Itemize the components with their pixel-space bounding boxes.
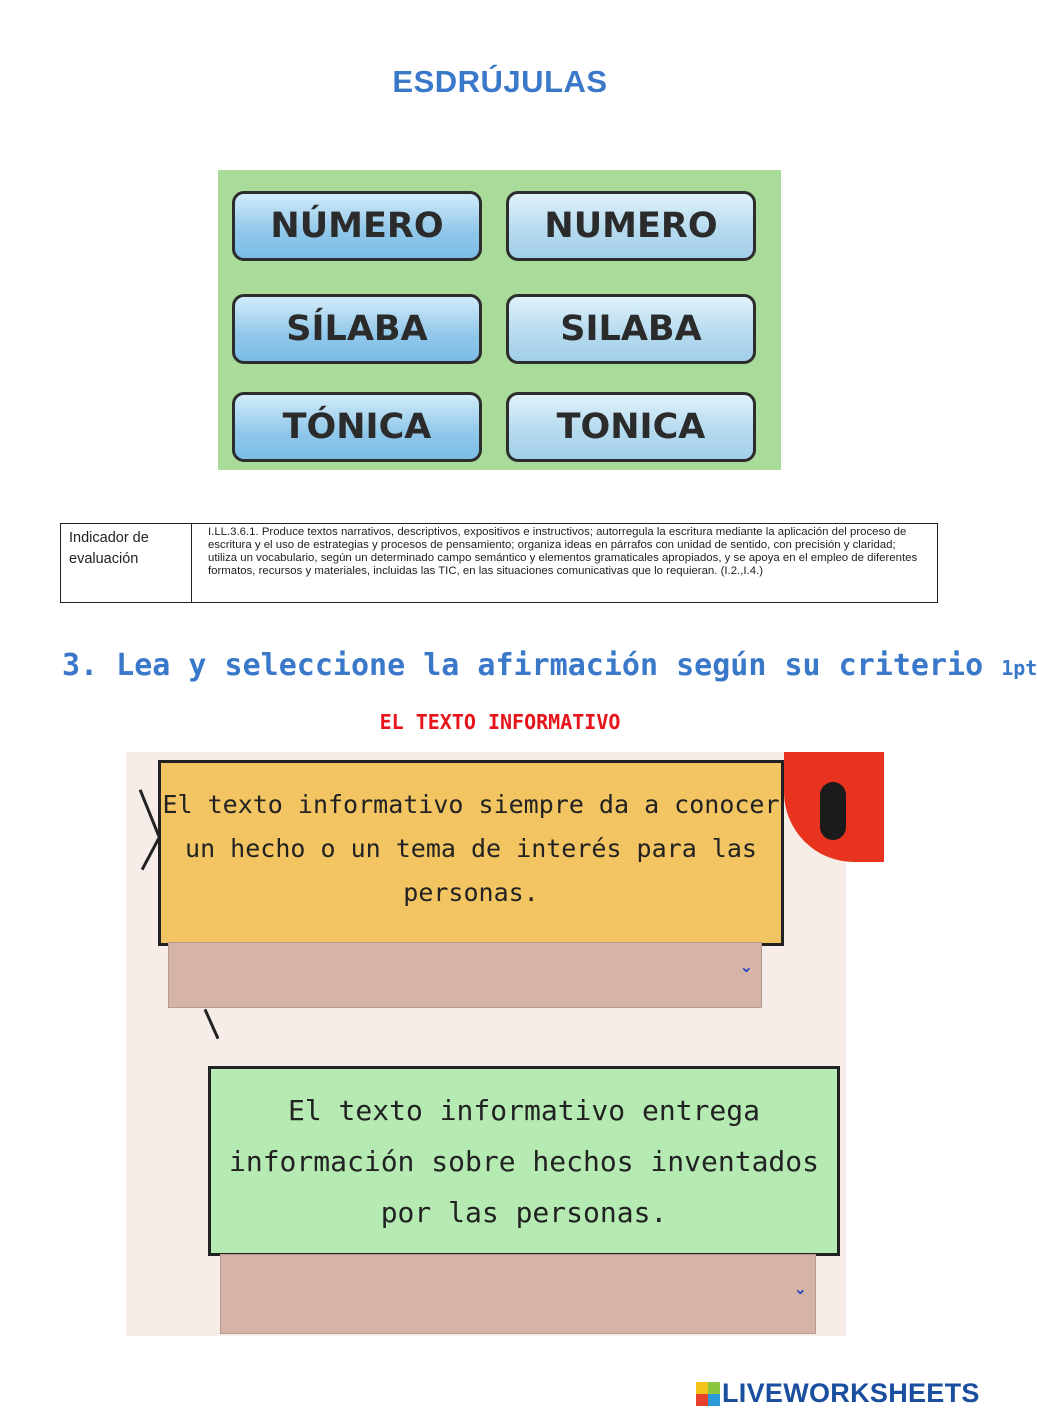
question-points: 1pt (1001, 656, 1037, 680)
statements-illustration (126, 752, 846, 1336)
statement-bubble-1: El texto informativo siempre da a conocer un hecho o un tema de interés para las personas. (158, 760, 784, 946)
word-option-numero-accented[interactable]: NÚMERO (232, 191, 482, 261)
red-character-eye (820, 782, 846, 840)
word-option-numero[interactable]: NUMERO (506, 191, 756, 261)
question-heading (62, 648, 1037, 683)
word-option-silaba-accented[interactable]: SÍLABA (232, 294, 482, 364)
section-subtitle: EL TEXTO INFORMATIVO (379, 710, 621, 734)
page-title: ESDRÚJULAS (392, 64, 608, 99)
indicator-label: Indicador de evaluación (61, 524, 192, 602)
brand-name: LIVEWORKSHEETS (722, 1378, 980, 1408)
indicator-text: I.LL.3.6.1. Produce textos narrativos, descriptivos, expositivos e instructivos; autorregula la escritura mediante la aplicación del proceso de escritura y el uso de estrategias y procesos de pensamiento; organiza ideas en párrafos con unidad de sentido, con precisión y claridad; utiliza un vocabulario, según un determinado campo semántico y elementos gramaticales apropiados, y se apoya en el empleo de diferentes formatos, recursos y materiales, incluidas las TIC, en las situaciones comunicativas que lo requieran. (I.2.,I.4.) (208, 526, 918, 577)
chevron-down-icon: ⌄ (739, 957, 753, 976)
evaluation-indicator-table (60, 523, 938, 603)
word-option-silaba[interactable]: SILABA (506, 294, 756, 364)
question-text: 3. Lea y seleccione la afirmación según su criterio (62, 648, 984, 683)
liveworksheets-logo-icon (696, 1382, 720, 1406)
word-option-tonica-accented[interactable]: TÓNICA (232, 392, 482, 462)
word-option-tonica[interactable]: TONICA (506, 392, 756, 462)
statement-1-select[interactable] (168, 942, 762, 1008)
statement-bubble-2: El texto informativo entrega información sobre hechos inventados por las personas. (208, 1066, 840, 1256)
liveworksheets-brand (696, 1378, 980, 1409)
word-options-panel (218, 170, 781, 470)
statement-2-select[interactable] (220, 1254, 816, 1334)
bubble-tail-decoration (204, 1009, 220, 1039)
chevron-down-icon: ⌄ (793, 1279, 807, 1298)
